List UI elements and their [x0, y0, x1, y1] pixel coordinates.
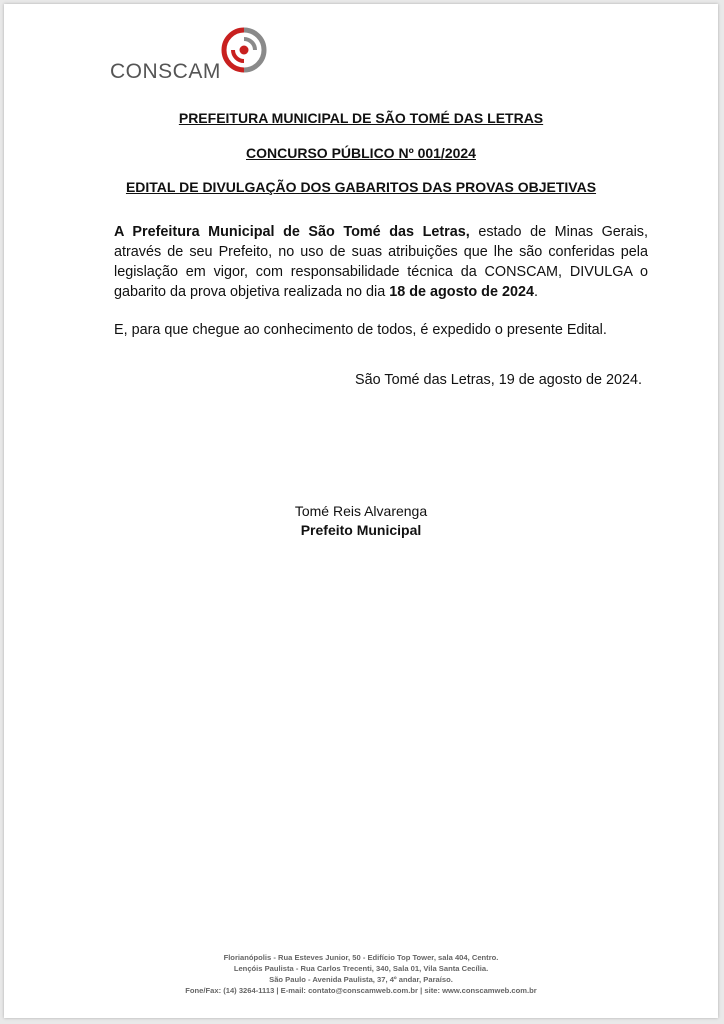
header-contest: CONCURSO PÚBLICO Nº 001/2024	[246, 145, 476, 161]
p1-end: .	[534, 284, 538, 300]
signatory-name: Tomé Reis Alvarenga	[294, 503, 428, 519]
body-paragraph-2: E, para que chegue ao conhecimento de todos, é expedido o presente Edital.	[114, 322, 607, 338]
p1-exam-date: 18 de agosto de 2024	[389, 284, 534, 300]
header-notice-title: EDITAL DE DIVULGAÇÃO DOS GABARITOS DAS PROVAS OBJETIVAS	[125, 179, 597, 195]
p1-text: estado de Minas Gerais, através de seu Prefeito, no uso de suas atribuições que lhe são conferidas pela legislação em vigor, com responsabilidade técnica da CONSCAM, DIVULGA o gabarito da prova objetiva realizada no dia	[114, 224, 648, 300]
footer-line-1: Florianópolis - Rua Esteves Junior, 50 - Edifício Top Tower, sala 404, Centro.	[223, 953, 499, 962]
header-municipality: PREFEITURA MUNICIPAL DE SÃO TOMÉ DAS LETRAS	[178, 110, 544, 126]
footer-line-3: São Paulo - Avenida Paulista, 37, 4º andar, Paraíso.	[269, 975, 453, 984]
logo-text: CONSCAM	[110, 60, 221, 83]
document-page	[4, 4, 718, 1018]
logo-mark-icon	[220, 26, 268, 74]
footer-line-4: Fone/Fax: (14) 3264-1113 | E-mail: contato@conscamweb.com.br | site: www.conscamweb.com.br	[185, 986, 537, 995]
conscam-logo	[108, 26, 268, 90]
p1-bold-lead: A Prefeitura Municipal de São Tomé das Letras,	[114, 224, 470, 240]
signature-block	[4, 502, 718, 540]
body-paragraph-1	[114, 222, 648, 302]
dateline: São Tomé das Letras, 19 de agosto de 2024.	[355, 372, 642, 388]
footer-line-2: Lençóis Paulista - Rua Carlos Trecenti, 340, Sala 01, Vila Santa Cecília.	[233, 964, 489, 973]
signatory-role: Prefeito Municipal	[300, 522, 422, 538]
footer-addresses	[4, 952, 718, 996]
